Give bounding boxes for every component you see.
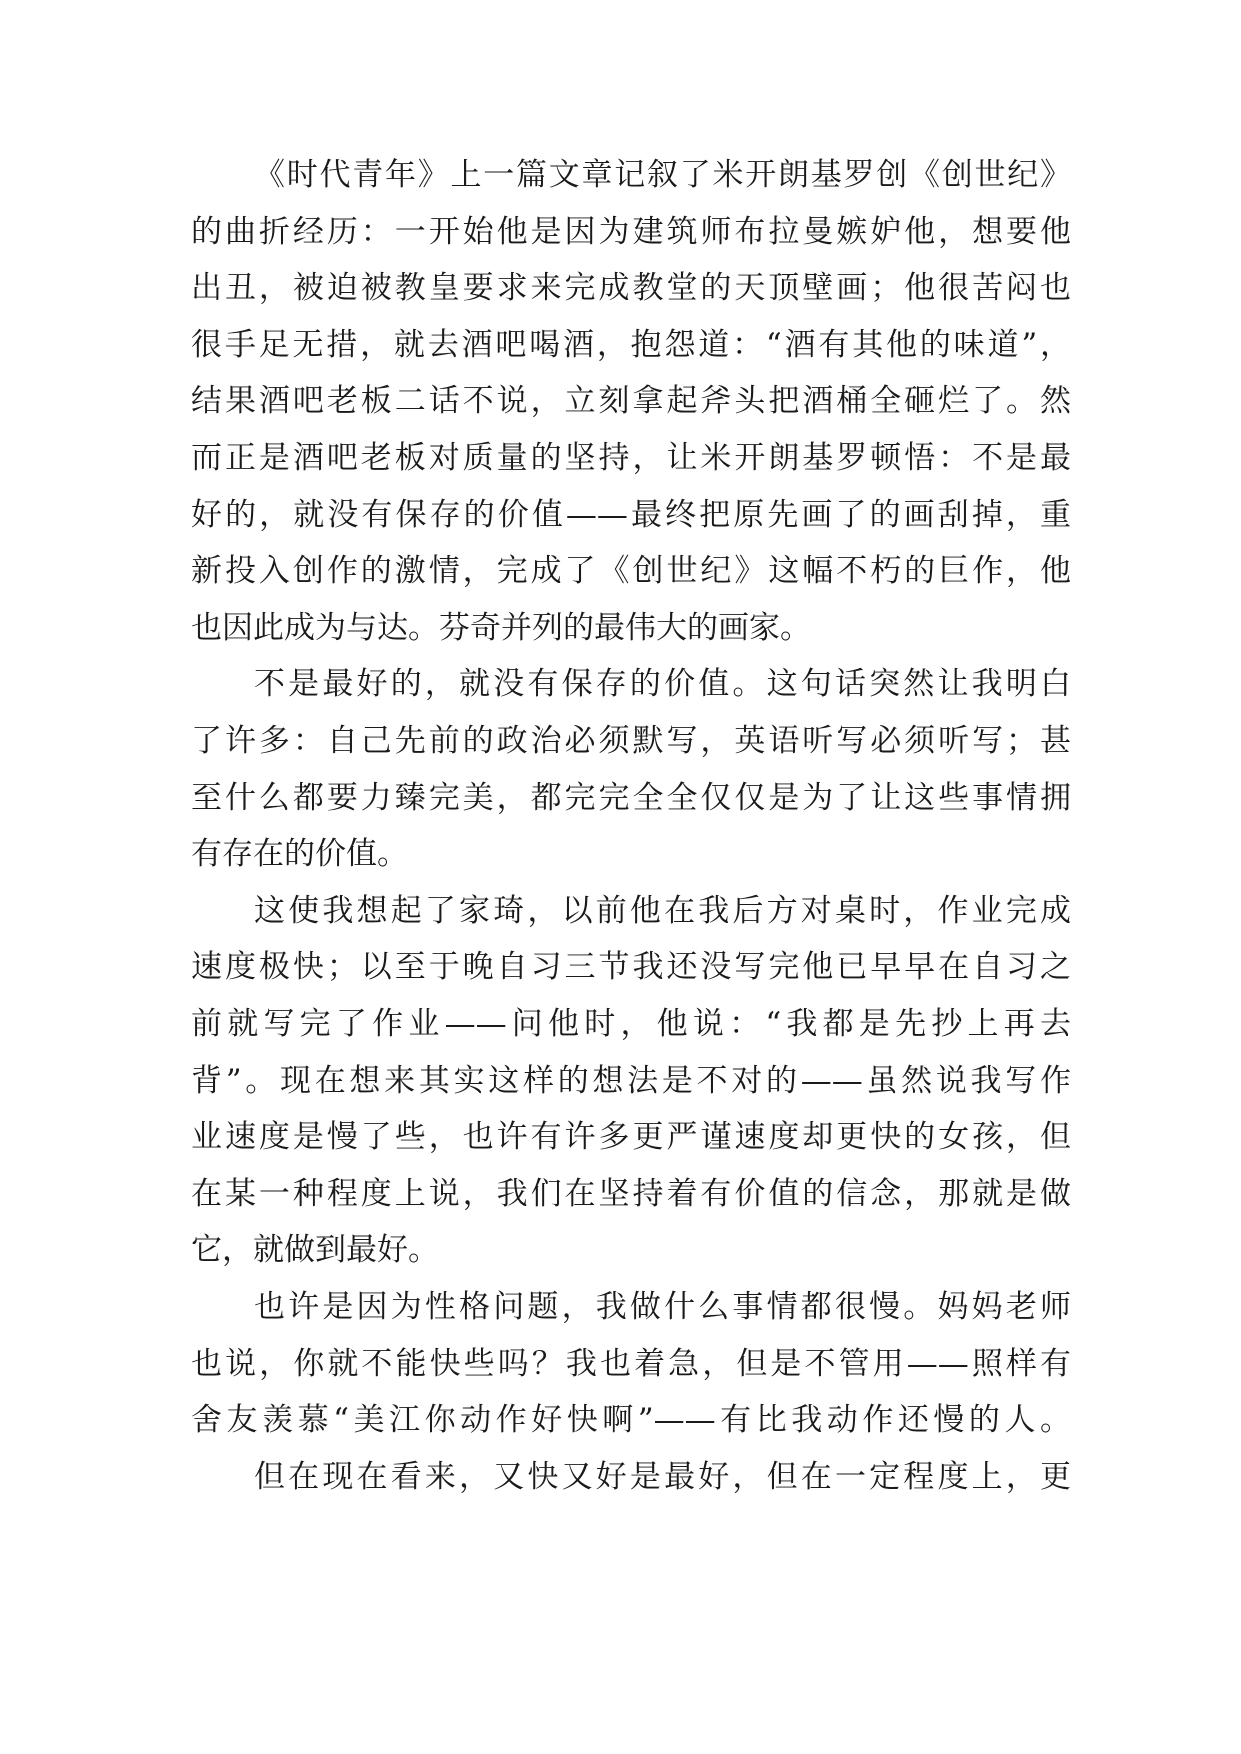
text-line: 结果酒吧老板二话不说，立刻拿起斧头把酒桶全砸烂了。然 [191, 383, 1071, 420]
text-line: 出丑，被迫被教皇要求来完成教堂的天顶壁画；他很苦闷也 [191, 270, 1071, 307]
paragraph-first-line: 也许是因为性格问题，我做什么事情都很慢。妈妈老师 [254, 1289, 1071, 1325]
text-line: 了许多：自己先前的政治必须默写，英语听写必须听写；甚 [191, 723, 1071, 759]
text-line: 速度极快；以至于晚自习三节我还没写完他已早早在自习之 [191, 949, 1071, 986]
text-line: 而正是酒吧老板对质量的坚持，让米开朗基罗顿悟：不是最 [191, 440, 1071, 476]
text-line: 有存在的价值。 [191, 836, 408, 873]
text-line: 业速度是慢了些，也许有许多更严谨速度却更快的女孩，但 [191, 1119, 1071, 1156]
text-line: 也因此成为与达。芬奇并列的最伟大的画家。 [191, 609, 811, 646]
text-line: 舍友羡慕“美江你动作好快啊”——有比我动作还慢的人。 [191, 1402, 1071, 1439]
paragraph-first-line: 但在现在看来，又快又好是最好，但在一定程度上，更 [254, 1458, 1071, 1495]
text-line: 前就写完了作业——问他时，他说：“我都是先抄上再去 [191, 1006, 1071, 1042]
text-line: 新投入创作的激情，完成了《创世纪》这幅不朽的巨作，他 [191, 553, 1071, 590]
text-line: 背”。现在想来其实这样的想法是不对的——虽然说我写作 [191, 1062, 1071, 1099]
text-line: 也说，你就不能快些吗？我也着急，但是不管用——照样有 [191, 1345, 1071, 1382]
text-line: 的曲折经历：一开始他是因为建筑师布拉曼嫉妒他，想要他 [191, 213, 1071, 250]
text-line: 很手足无措，就去酒吧喝酒，抱怨道：“酒有其他的味道”， [191, 326, 1071, 363]
text-line: 在某一种程度上说，我们在坚持着有价值的信念，那就是做 [191, 1175, 1071, 1212]
paragraph-first-line: 不是最好的，就没有保存的价值。这句话突然让我明白 [254, 666, 1071, 703]
text-line: 它，就做到最好。 [191, 1232, 439, 1269]
text-line: 好的，就没有保存的价值——最终把原先画了的画刮掉，重 [191, 496, 1071, 533]
paragraph-first-line: 这使我想起了家琦，以前他在我后方对桌时，作业完成 [254, 892, 1071, 929]
text-line: 至什么都要力臻完美，都完完全全仅仅是为了让这些事情拥 [191, 779, 1071, 816]
paragraph-first-line: 《时代青年》上一篇文章记叙了米开朗基罗创《创世纪》 [254, 157, 1071, 193]
